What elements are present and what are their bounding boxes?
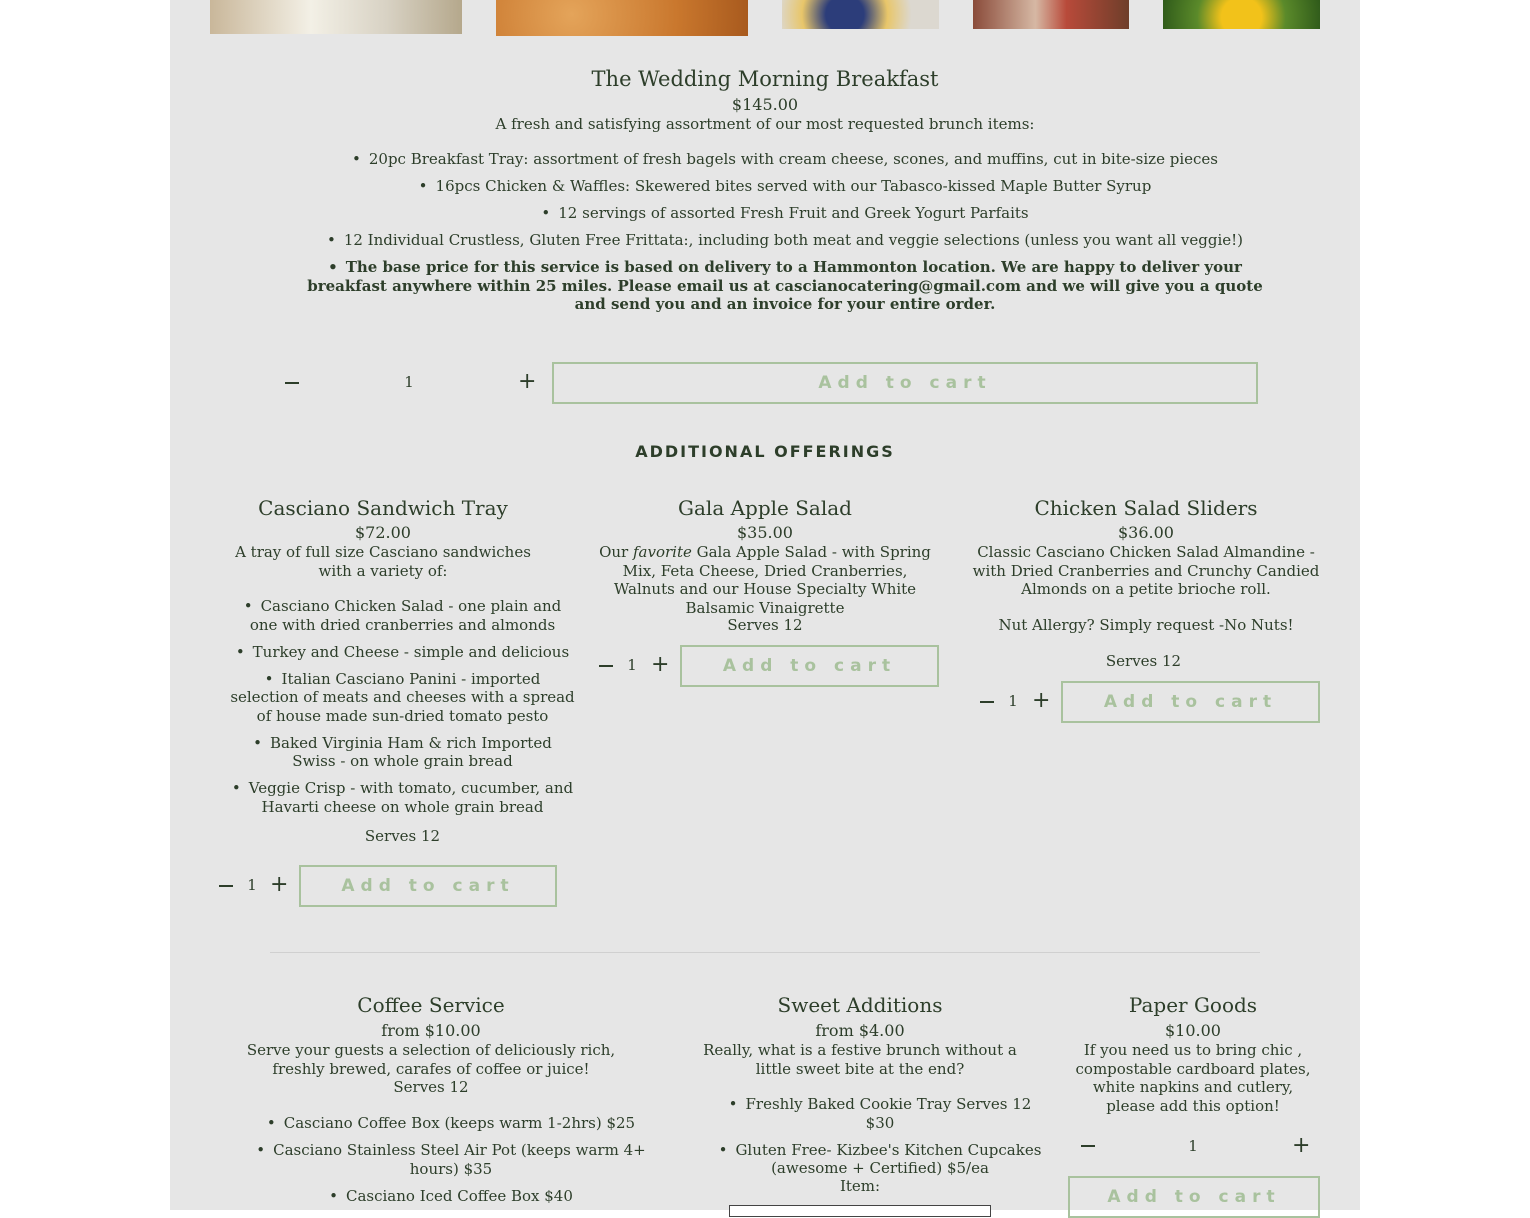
sweet-item-list (715, 1095, 1045, 1178)
increase-qty-button[interactable]: + (1292, 1133, 1311, 1158)
add-to-cart-button[interactable]: Add to cart (299, 865, 557, 907)
fruit-photo (973, 0, 1129, 29)
list-item: • Gluten Free- Kizbee's Kitchen Cupcakes (awesome + Certified) $5/ea (715, 1141, 1045, 1178)
increase-qty-button[interactable]: + (1032, 688, 1051, 713)
quantity-input[interactable]: 1 (1008, 692, 1018, 710)
salad-price: $35.00 (737, 523, 793, 542)
sweet-title: Sweet Additions (777, 993, 943, 1017)
quantity-input[interactable]: 1 (627, 656, 637, 674)
list-item: • Casciano Stainless Steel Air Pot (keeps warm 4+ hours) $35 (235, 1141, 667, 1178)
salad-serves: Serves 12 (727, 616, 803, 634)
decrease-qty-button[interactable] (599, 665, 613, 667)
product-item-list (300, 150, 1270, 314)
sliders-desc: Classic Casciano Chicken Salad Almandine - with Dried Cranberries and Crunchy Candied Almonds on a petite brioche roll. (972, 543, 1320, 598)
parfait-photo (782, 0, 939, 29)
paper-desc: If you need us to bring chic , compostable cardboard plates, white napkins and cutlery, please add this option! (1075, 1041, 1311, 1115)
sweet-desc: Really, what is a festive brunch without a little sweet bite at the end? (703, 1041, 1017, 1078)
decrease-qty-button[interactable] (219, 885, 233, 887)
sliders-price: $36.00 (1118, 523, 1174, 542)
increase-qty-button[interactable]: + (518, 369, 537, 394)
quantity-input[interactable]: 1 (404, 373, 414, 391)
list-item: • Casciano Coffee Box (keeps warm 1-2hrs) $25 (235, 1114, 667, 1133)
product-intro: A fresh and satisfying assortment of our most requested brunch items: (495, 115, 1035, 133)
decrease-qty-button[interactable] (980, 701, 994, 703)
product-title: The Wedding Morning Breakfast (591, 67, 939, 91)
sliders-title: Chicken Salad Sliders (1034, 496, 1258, 520)
list-item: • 20pc Breakfast Tray: assortment of fresh bagels with cream cheese, scones, and muffins, cut in bite-size pieces (300, 150, 1270, 169)
sandwich-price: $72.00 (355, 523, 411, 542)
section-heading: ADDITIONAL OFFERINGS (635, 442, 895, 461)
increase-qty-button[interactable]: + (270, 872, 289, 897)
breakfast-tray-photo (210, 0, 462, 34)
coffee-title: Coffee Service (357, 993, 505, 1017)
decrease-qty-button[interactable] (285, 382, 299, 384)
sliders-serves: Serves 12 (1105, 652, 1182, 670)
sandwich-desc: A tray of full size Casciano sandwiches with a variety of: (235, 543, 531, 580)
paper-title: Paper Goods (1128, 993, 1258, 1017)
add-to-cart-button[interactable]: Add to cart (680, 645, 939, 687)
coffee-desc: Serve your guests a selection of deliciously rich, freshly brewed, carafes of coffee or juice! (246, 1041, 616, 1078)
sandwich-title: Casciano Sandwich Tray (258, 496, 508, 520)
quantity-input[interactable]: 1 (1188, 1137, 1198, 1155)
list-item: • Freshly Baked Cookie Tray Serves 12 $30 (715, 1095, 1045, 1132)
list-item: • Turkey and Cheese - simple and delicious (230, 643, 575, 662)
paper-price: $10.00 (1165, 1021, 1221, 1040)
list-item: • Italian Casciano Panini - imported selection of meats and cheeses with a spread of house made sun-dried tomato pesto (230, 670, 575, 726)
list-item: • 12 servings of assorted Fresh Fruit and Greek Yogurt Parfaits (300, 204, 1270, 223)
list-item: • Casciano Iced Coffee Box $40 (235, 1187, 667, 1206)
item-select-label: Item: (839, 1177, 881, 1195)
page-container (170, 0, 1360, 1210)
add-to-cart-button[interactable]: Add to cart (1061, 681, 1320, 723)
sandwich-item-list (230, 597, 575, 816)
coffee-item-list (235, 1114, 667, 1205)
list-item: • Veggie Crisp - with tomato, cucumber, and Havarti cheese on whole grain bread (230, 779, 575, 816)
add-to-cart-button[interactable]: Add to cart (552, 362, 1258, 404)
coffee-price: from $10.00 (381, 1021, 481, 1040)
salad-desc: Our favorite Gala Apple Salad - with Spring Mix, Feta Cheese, Dried Cranberries, Walnuts and our House Specialty White Balsamic Vinaigrette (599, 543, 931, 617)
item-select[interactable] (729, 1205, 991, 1217)
section-divider (270, 952, 1260, 953)
list-item: • 12 Individual Crustless, Gluten Free Frittata:, including both meat and veggie selections (unless you want all veggie!) (300, 231, 1270, 250)
frittata-photo (1163, 0, 1320, 29)
salad-title: Gala Apple Salad (678, 496, 852, 520)
decrease-qty-button[interactable] (1081, 1145, 1095, 1147)
list-item: • Casciano Chicken Salad - one plain and one with dried cranberries and almonds (230, 597, 575, 634)
coffee-serves: Serves 12 (393, 1078, 469, 1096)
chicken-waffles-photo (496, 0, 748, 36)
delivery-note: • The base price for this service is based on delivery to a Hammonton location. We are happy to deliver your breakfast anywhere within 25 miles. Please email us at cascianocatering@gmail.com and we will give you a quote and send you and an invoice for your entire order. (300, 258, 1270, 314)
list-item: • 16pcs Chicken & Waffles: Skewered bites served with our Tabasco-kissed Maple Butter Syrup (300, 177, 1270, 196)
sliders-allergy-note: Nut Allergy? Simply request -No Nuts! (998, 616, 1294, 634)
increase-qty-button[interactable]: + (651, 652, 670, 677)
list-item: • Baked Virginia Ham & rich Imported Swiss - on whole grain bread (230, 734, 575, 771)
quantity-input[interactable]: 1 (247, 876, 257, 894)
sweet-price: from $4.00 (815, 1021, 905, 1040)
product-price: $145.00 (731, 95, 799, 114)
add-to-cart-button[interactable]: Add to cart (1068, 1176, 1320, 1218)
sandwich-serves: Serves 12 (364, 827, 441, 845)
